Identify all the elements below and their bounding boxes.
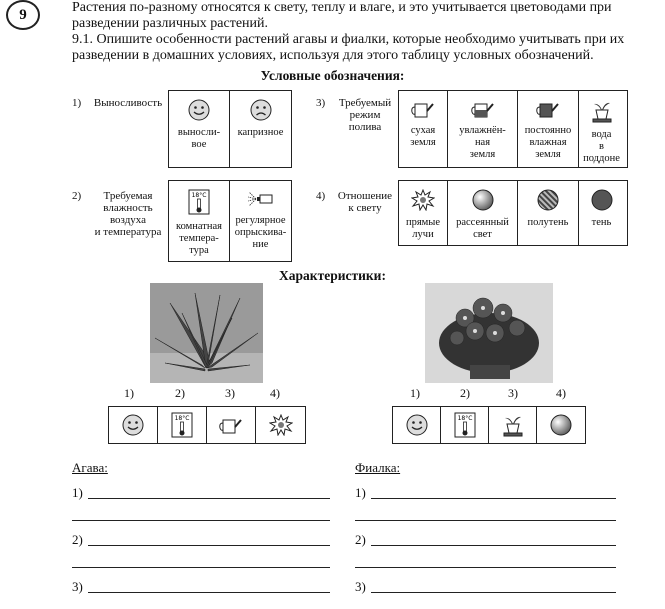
caption-water-in-tray: вода в поддоне [583,129,620,164]
watering-can-half-icon [471,99,495,119]
violet-icon-row [392,406,586,444]
intro-line-1: Растения по-разному относятся к свету, теплу и влаге, и это учитывается цветоводами при [72,0,612,15]
caption-wet-soil: постоянно влажная земля [524,125,572,160]
caption-diffused-light: рассеянный свет [456,217,509,240]
intro-text [72,0,652,64]
agave-answer-3-label: 3) [72,579,83,594]
violet-cell-2 [441,407,489,443]
caption-spraying: регулярное опрыскива- ние [234,215,287,250]
agave-answer-3-line[interactable] [88,592,330,593]
legend-capricious [230,91,291,167]
legend-room-temperature [169,181,230,261]
agave-answer-2-line[interactable] [88,545,330,546]
intro-line-2: разведении различных растений. [72,16,269,31]
agave-photo [150,283,263,383]
watering-can-full-icon [536,99,560,119]
violet-cell-1 [393,407,441,443]
caption-enduring: выносли- вое [177,127,221,150]
category-4-box [398,180,628,246]
violet-answer-3-line[interactable] [371,592,616,593]
agave-cell-2 [158,407,207,443]
category-1-box [168,90,292,168]
category-4-number: 4) [316,190,326,202]
violet-cell-3 [489,407,537,443]
thermometer-icon [171,412,193,438]
violet-col-1: 1) [410,386,420,400]
agave-heading: Агава: [72,460,108,475]
question-number: 9 [6,0,40,30]
smiley-icon [122,414,144,436]
category-3-label: Требуемый режим полива [338,97,392,133]
violet-answer-2-label: 2) [355,532,366,547]
agave-icon-row [108,406,306,444]
agave-col-1: 1) [124,386,134,400]
violet-heading: Фиалка: [355,460,401,475]
category-3-number: 3) [316,97,326,109]
legend-enduring [169,91,230,167]
violet-image [425,283,553,383]
category-1-number: 1) [72,97,82,109]
legend-dry-soil [399,91,448,167]
violet-answer-1b-line[interactable] [355,520,616,521]
agave-col-2: 2) [175,386,185,400]
thermometer-icon [454,412,476,438]
watering-can-empty-icon [219,415,243,435]
sad-face-icon [250,99,272,121]
dark-circle-icon [591,189,613,211]
violet-cell-4 [537,407,585,443]
watering-can-empty-icon [411,99,435,119]
caption-dry-soil: сухая земля [410,125,436,148]
violet-col-4: 4) [556,386,566,400]
agave-answer-2-label: 2) [72,532,83,547]
legend-water-in-tray [579,91,624,167]
burst-icon [269,414,293,436]
category-4-label: Отношение к свету [337,190,393,214]
agave-col-4: 4) [270,386,280,400]
legend-title: Условные обозначения: [260,68,405,83]
agave-answer-1b-line[interactable] [72,520,330,521]
agave-answer-1-label: 1) [72,485,83,500]
violet-answer-1-label: 1) [355,485,366,500]
caption-room-temperature: комнатная темпера- тура [176,221,222,256]
legend-spraying [230,181,291,261]
violet-photo [425,283,553,383]
legend-moist-soil [448,91,518,167]
smiley-icon [406,414,428,436]
category-3-box [398,90,628,168]
violet-answer-1-line[interactable] [371,498,616,499]
legend-half-shade [518,181,579,245]
agave-cell-1 [109,407,158,443]
pot-in-tray-icon [591,99,613,123]
agave-answer-2b-line[interactable] [72,567,330,568]
category-2-label: Требуемая влажность воздуха и температура [94,190,162,238]
characteristics-title: Характеристики: [279,268,386,283]
thermometer-icon [188,189,210,215]
violet-answer-2-line[interactable] [371,545,616,546]
intro-line-3: 9.1. Опишите особенности растений агавы и фиалки, которые необходимо учитывать при их [72,32,625,47]
thermometer-text: 18°C [191,192,207,199]
violet-col-3: 3) [508,386,518,400]
agave-cell-4 [256,407,305,443]
gradient-circle-icon [550,414,572,436]
agave-cell-3 [207,407,256,443]
legend-diffused-light [448,181,518,245]
category-2-number: 2) [72,190,82,202]
agave-answer-1-line[interactable] [88,498,330,499]
violet-col-2: 2) [460,386,470,400]
smiley-icon [188,99,210,121]
agave-col-3: 3) [225,386,235,400]
violet-answer-3-label: 3) [355,579,366,594]
caption-moist-soil: увлажнён- ная земля [459,125,506,160]
thermometer-text: 18°C [457,415,472,422]
caption-half-shade: полутень [527,217,569,228]
burst-icon [411,189,435,211]
agave-image [150,283,263,383]
caption-direct-rays: прямые лучи [405,217,441,240]
legend-direct-rays [399,181,448,245]
intro-line-4: разведении в домашних условиях, используя для этого таблицу условных обозначений. [72,48,594,63]
striped-circle-icon [537,189,559,211]
spray-icon [248,189,274,209]
pot-in-tray-icon [502,413,524,437]
legend-shade [579,181,624,245]
caption-shade: тень [591,217,612,228]
category-2-box [168,180,292,262]
gradient-circle-icon [472,189,494,211]
legend-wet-soil [518,91,579,167]
thermometer-text: 18°C [174,415,190,422]
category-1-label: Выносливость [93,97,163,109]
caption-capricious: капризное [237,127,284,138]
violet-answer-2b-line[interactable] [355,567,616,568]
